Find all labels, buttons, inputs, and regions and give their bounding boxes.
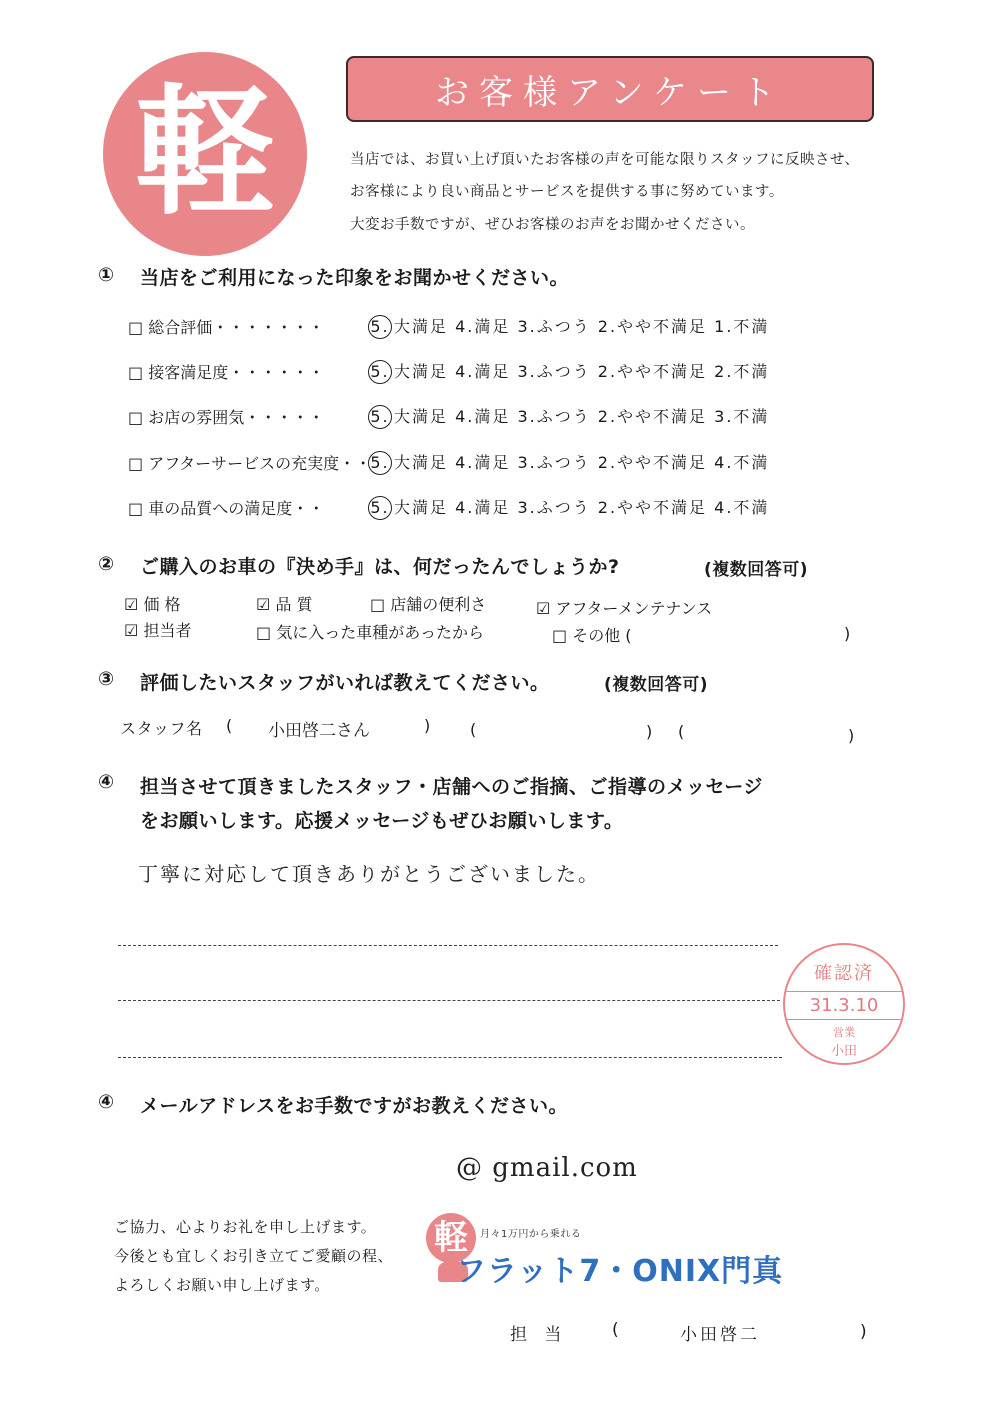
choice-text: 大満足 4.満足 3.ふつう 2.やや不満足 2.不満 [394, 362, 770, 381]
q1-row-choices [368, 450, 769, 475]
q2-option [552, 623, 632, 646]
stamp-dept: 営業 [833, 1026, 855, 1039]
staff-name-label: スタッフ名 [120, 719, 203, 738]
q4-heading-line-2: をお願いします。応援メッセージもぜひお願いします。 [140, 810, 624, 832]
q4-number: ④ [98, 771, 115, 793]
q1-number: ① [98, 264, 115, 286]
checkbox-icon: □ [256, 623, 272, 642]
q1-row-label: □ お店の雰囲気・・・・・ [128, 408, 325, 427]
checkbox-icon: □ [370, 595, 386, 614]
staff-sign-label: 担 当 [510, 1325, 568, 1345]
q2-option [536, 596, 712, 619]
logo-character: 軽 [134, 72, 275, 235]
q1-heading: 当店をご利用になった印象をお聞かせください。 [140, 267, 570, 289]
choice-text: 大満足 4.満足 3.ふつう 2.やや不満足 4.不満 [394, 498, 770, 517]
paren-open: ( [226, 716, 233, 735]
q1-row-label: □ 接客満足度・・・・・・ [128, 363, 325, 382]
paren-open: ( [470, 720, 477, 739]
choice-text: 大満足 4.満足 3.ふつう 2.やや不満足 1.不満 [394, 317, 770, 336]
message-line [118, 1000, 780, 1001]
option-label: アフターメンテナンス [555, 599, 713, 618]
q3-number: ③ [98, 668, 115, 690]
q3-note: (複数回答可) [604, 675, 709, 695]
closing-line-3: よろしくお願い申し上げます。 [114, 1276, 330, 1294]
message-line [118, 1057, 782, 1058]
choice-text: 大満足 4.満足 3.ふつう 2.やや不満足 4.不満 [394, 453, 770, 472]
store-logo-seal [103, 52, 307, 256]
paren-close: ) [646, 722, 653, 741]
q5-heading: メールアドレスをお手数ですがお教えください。 [140, 1095, 569, 1117]
verified-stamp [783, 943, 905, 1065]
selected-circle: 5. [368, 496, 392, 520]
paren-close: ) [860, 1322, 868, 1342]
option-label: 気に入った車種があったから [276, 623, 485, 642]
intro-line-3: 大変お手数ですが、ぜひお客様のお声をお聞かせください。 [350, 217, 755, 233]
paren-close: ) [424, 716, 431, 735]
paren-close: ) [848, 726, 855, 745]
q1-row-choices [368, 495, 769, 520]
q2-option [370, 592, 486, 615]
checkbox-checked-icon: ☑ [124, 621, 139, 640]
choice-text: 大満足 4.満足 3.ふつう 2.やや不満足 3.不満 [394, 407, 770, 426]
q5-number: ④ [98, 1091, 115, 1113]
stamp-date: 31.3.10 [785, 991, 903, 1020]
q2-option [124, 592, 181, 615]
q1-row-choices [368, 404, 769, 429]
q2-other-close-paren: ) [844, 624, 851, 643]
checkbox-icon: □ [552, 626, 568, 645]
message-line [118, 945, 778, 946]
checkbox-checked-icon: ☑ [256, 595, 271, 614]
option-label: 担当者 [143, 621, 192, 640]
staff-sign-name: 小田啓二 [680, 1325, 760, 1345]
stamp-name: 小田 [830, 1044, 857, 1059]
brand-seal-icon: 軽 [426, 1213, 476, 1263]
checkbox-checked-icon: ☑ [536, 599, 551, 618]
selected-circle: 5. [368, 405, 392, 429]
title-banner [346, 56, 874, 122]
staff-name-1: 小田啓二さん [268, 721, 370, 741]
option-label: 店舗の便利さ [390, 595, 487, 614]
selected-circle: 5. [368, 360, 392, 384]
q2-note: (複数回答可) [704, 560, 809, 580]
page-title: お客様アンケート [435, 72, 785, 113]
q1-row-choices [368, 314, 769, 339]
q1-row-label: □ アフターサービスの充実度・・ [128, 454, 372, 473]
option-label: 価 格 [143, 595, 181, 614]
q4-heading-line-1: 担当させて頂きましたスタッフ・店舗へのご指摘、ご指導のメッセージ [140, 776, 763, 798]
q2-option [256, 592, 313, 615]
paren-open: ( [612, 1320, 620, 1340]
option-label: 品 質 [275, 595, 313, 614]
checkbox-checked-icon: ☑ [124, 595, 139, 614]
closing-line-1: ご協力、心よりお礼を申し上げます。 [114, 1218, 377, 1236]
intro-line-2: お客様により良い商品とサービスを提供する事に努めています。 [350, 184, 784, 200]
paren-open: ( [678, 722, 685, 741]
message-text: 丁寧に対応して頂きありがとうございました。 [138, 862, 600, 886]
brand-name: フラット7・ONIX門真 [456, 1254, 784, 1289]
q2-heading: ご購入のお車の『決め手』は、何だったんでしょうか? [140, 556, 620, 578]
q2-option [256, 620, 484, 643]
intro-line-1: 当店では、お買い上げ頂いたお客様の声を可能な限りスタッフに反映させ、 [350, 152, 860, 168]
option-label: その他 ( [572, 626, 632, 645]
selected-circle: 5. [368, 451, 392, 475]
closing-line-2: 今後とも宜しくお引き立てご愛顧の程、 [114, 1247, 394, 1265]
stamp-top: 確認済 [814, 963, 874, 984]
q2-number: ② [98, 553, 115, 575]
email-value: @ gmail.com [456, 1153, 638, 1183]
q2-option [124, 618, 191, 641]
selected-circle: 5. [368, 315, 392, 339]
q1-row-label: □ 総合評価・・・・・・・ [128, 318, 325, 337]
q1-row-label: □ 車の品質への満足度・・ [128, 499, 325, 518]
q3-heading: 評価したいスタッフがいれば教えてください。 [140, 672, 550, 694]
brand-tagline: 月々1万円から乗れる [480, 1229, 582, 1240]
q1-row-choices [368, 359, 769, 384]
